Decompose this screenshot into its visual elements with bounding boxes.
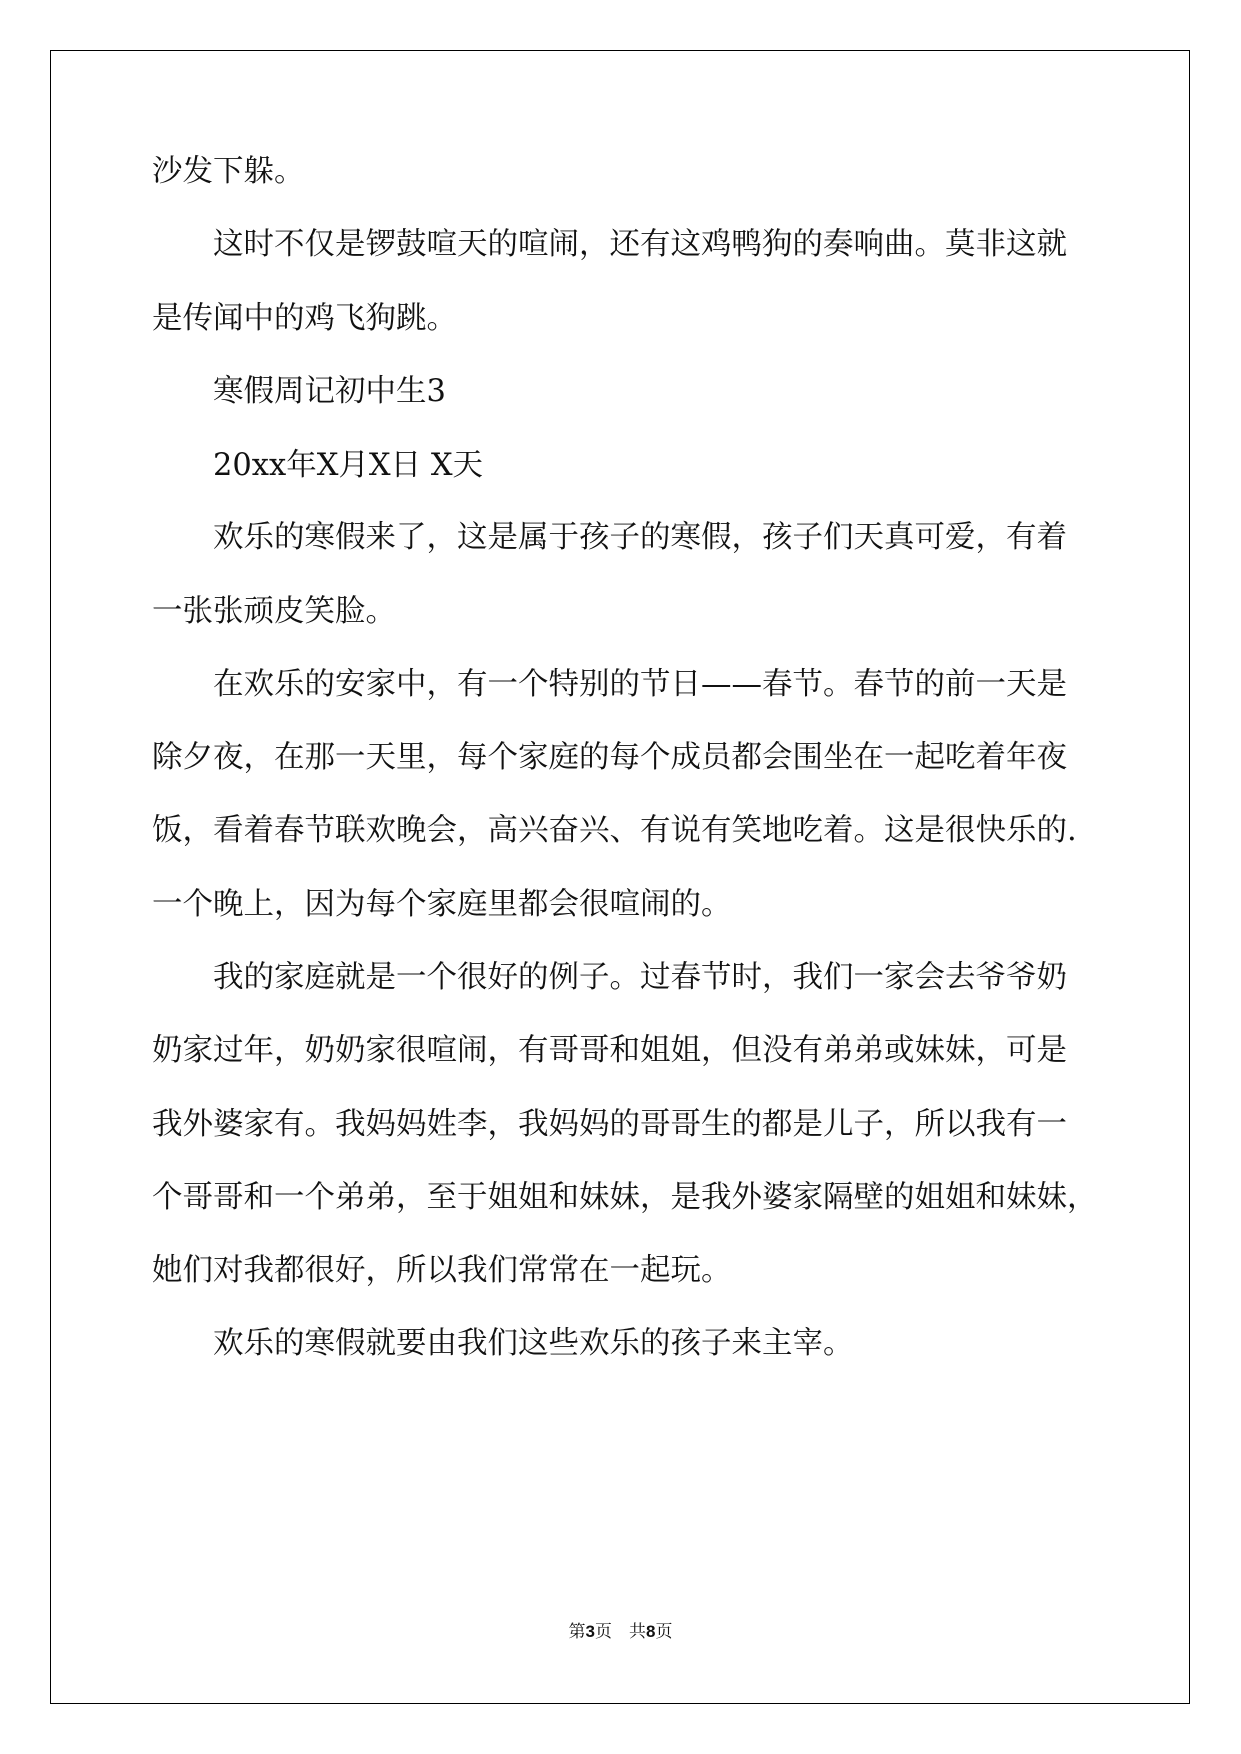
text-line-11: 一个晚上，因为每个家庭里都会很喧闹的。 <box>152 887 732 922</box>
text-line-8: 在欢乐的安家中，有一个特别的节日——春节。春节的前一天是 <box>213 667 1067 702</box>
text-line-3: 是传闻中的鸡飞狗跳。 <box>152 301 457 336</box>
text-line-6: 欢乐的寒假来了，这是属于孩子的寒假，孩子们天真可爱，有着 <box>213 520 1067 555</box>
text-line-1: 沙发下躲。 <box>152 154 305 189</box>
page-suffix: 页 <box>655 1622 673 1642</box>
page-prefix: 第 <box>568 1622 586 1642</box>
page-middle: 页 共 <box>595 1622 646 1642</box>
text-line-2: 这时不仅是锣鼓喧天的喧闹，还有这鸡鸭狗的奏响曲。莫非这就 <box>213 227 1067 262</box>
total-pages: 8 <box>646 1622 656 1641</box>
text-line-15: 个哥哥和一个弟弟，至于姐姐和妹妹，是我外婆家隔壁的姐姐和妹妹， <box>152 1180 1098 1215</box>
text-line-13: 奶家过年，奶奶家很喧闹，有哥哥和姐姐，但没有弟弟或妹妹，可是 <box>152 1033 1067 1068</box>
text-line-14: 我外婆家有。我妈妈姓李，我妈妈的哥哥生的都是儿子，所以我有一 <box>152 1107 1067 1142</box>
page-border <box>50 50 1190 1704</box>
text-line-16: 她们对我都很好，所以我们常常在一起玩。 <box>152 1253 732 1288</box>
text-line-12: 我的家庭就是一个很好的例子。过春节时，我们一家会去爷爷奶 <box>213 960 1067 995</box>
text-line-7: 一张张顽皮笑脸。 <box>152 594 396 629</box>
text-line-9: 除夕夜，在那一天里，每个家庭的每个成员都会围坐在一起吃着年夜 <box>152 740 1067 775</box>
text-line-17: 欢乐的寒假就要由我们这些欢乐的孩子来主宰。 <box>213 1326 854 1361</box>
current-page: 3 <box>585 1622 595 1641</box>
section-heading: 寒假周记初中生3 <box>213 374 446 409</box>
page-number <box>0 1623 1241 1641</box>
text-line-10: 饭，看着春节联欢晚会，高兴奋兴、有说有笑地吃着。这是很快乐的. <box>152 813 1077 848</box>
date-line: 20xx年X月X日 X天 <box>213 448 484 483</box>
